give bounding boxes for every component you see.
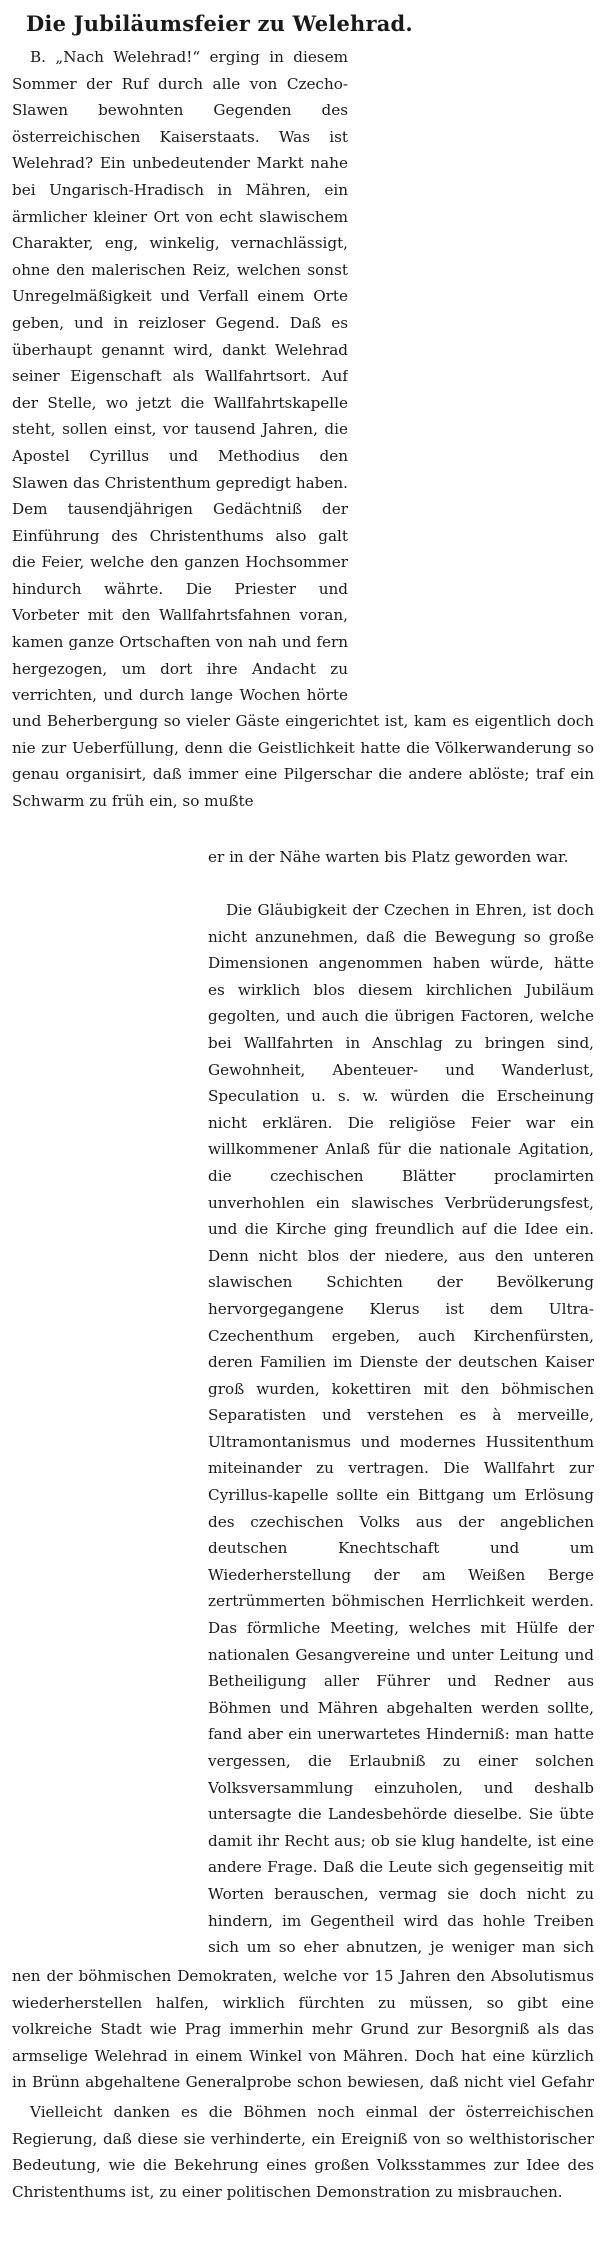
article-paragraph-conclusion: Vielleicht danken es die Böhmen noch einmal der österreichischen Regierung, daß diese sie verhinderte, ein Ereigniß von so welthistorischer Bedeutung, wie die Bekehrung eines großen Volksstammes zur Idee des Christenthums ist, zu einer politischen Demonstration zu misbrauchen. — [12, 2103, 594, 2201]
article-paragraph-intro: B. „Nach Welehrad!“ erging in diesem Sommer der Ruf durch alle von Czecho-Slawen bewohnten Gegenden des österreichischen Kaiserstaats. Was ist Welehrad? Ein unbedeutender Markt nahe bei Ungarisch-Hradisch in Mähren, ein ärmlicher kleiner Ort von echt slawischem Charakter, eng, winkelig, vernachlässigt, ohne den malerischen Reiz, welchen sonst Unregelmäßigkeit und Verfall einem Orte geben, und in reizloser Gegend. Daß es überhaupt genannt wird, dankt Welehrad seiner Eigenschaft als Wallfahrtsort. Auf der Stelle, wo jetzt die Wallfahrtskapelle steht, sollen einst, vor tausend Jahren, die Apostel Cyrillus und Methodius den Slawen das Christenthum gepredigt haben. Dem tausendjährigen Gedächtniß der Einführung des Christenthums also galt die Feier, welche den ganzen Hochsommer hindurch währte. Die Priester und Vorbeter mit den Wallfahrtsfahnen voran, kamen ganze Ortschaften von nah und fern hergezogen, um dort ihre Andacht zu verrichten, und durch lange Wochen hörte — [12, 48, 348, 705]
article-title: Die Jubiläumsfeier zu Welehrad. — [26, 11, 413, 36]
article-paragraph-closing-line: er in der Nähe warten bis Platz geworden war. — [208, 848, 569, 866]
article-paragraph-continuation: und Beherbergung so vieler Gäste eingerichtet ist, kam es eigentlich doch nie zur Ueberfüllung, denn die Geistlichkeit hatte die Völkerwanderung so genau organisirt, daß immer eine Pilgerschar die andere ablöste; traf ein Schwarm zu früh ein, so mußte — [12, 712, 594, 810]
article-paragraph-analysis: Die Gläubigkeit der Czechen in Ehren, ist doch nicht anzunehmen, daß die Bewegung so große Dimensionen angenommen haben würde, hätte es wirklich blos diesem kirchlichen Jubiläum gegolten, und auch die übrigen Factoren, welche bei Wallfahrten in Anschlag zu bringen sind, Gewohnheit, Abenteuer- und Wanderlust, Speculation u. s. w. würden die Erscheinung nicht erklären. Die religiöse Feier war ein willkommener Anlaß für die nationale Agitation, die czechischen Blätter proclamirten unverhohlen ein slawisches Verbrüderungsfest, und die Kirche ging freundlich auf die Idee ein. Denn nicht blos der niedere, aus den unteren slawischen Schichten der Bevölkerung hervorgegangene Klerus ist dem Ultra-Czechenthum ergeben, auch Kirchenfürsten, deren Familien im Dienste der deutschen Kaiser groß wurden, kokettiren mit den böhmischen Separatisten und verstehen es à merveille, Ultramontanismus und modernes Hussitenthum miteinander zu vertragen. Die Wallfahrt zur Cyrillus-kapelle sollte ein Bittgang um Erlösung des czechischen Volks aus der angeblichen deutschen Knechtschaft und um Wiederherstellung der am Weißen Berge zertrümmerten böhmischen Herrlichkeit werden. Das förmliche Meeting, welches mit Hülfe der nationalen Gesangvereine und unter Leitung und Betheiligung aller Führer und Redner aus Böhmen und Mähren abgehalten werden sollte, fand aber ein unerwartetes Hinderniß: man hatte vergessen, die Erlaubniß zu einer solchen Volksversammlung einzuholen, und deshalb untersagte die Landesbehörde dieselbe. Sie übte damit ihr Recht aus; ob sie klug handelte, ist eine andere Frage. Daß die Leute sich gegenseitig mit Worten berauschen, vermag sie doch nicht zu hindern, im Gegentheil wird das hohle Treiben sich um so eher abnutzen, je weniger man sich — [208, 901, 594, 1957]
article-paragraph-prague: nen der böhmischen Demokraten, welche vor 15 Jahren den Absolutismus wiederherstellen halfen, wirklich fürchten zu müssen, so gibt eine volkreiche Stadt wie Prag immerhin mehr Grund zur Besorgniß als das armselige Welehrad in einem Winkel von Mähren. Doch hat eine kürzlich in Brünn abgehaltene Generalprobe schon bewiesen, daß nicht viel Gefahr — [12, 1967, 594, 2092]
